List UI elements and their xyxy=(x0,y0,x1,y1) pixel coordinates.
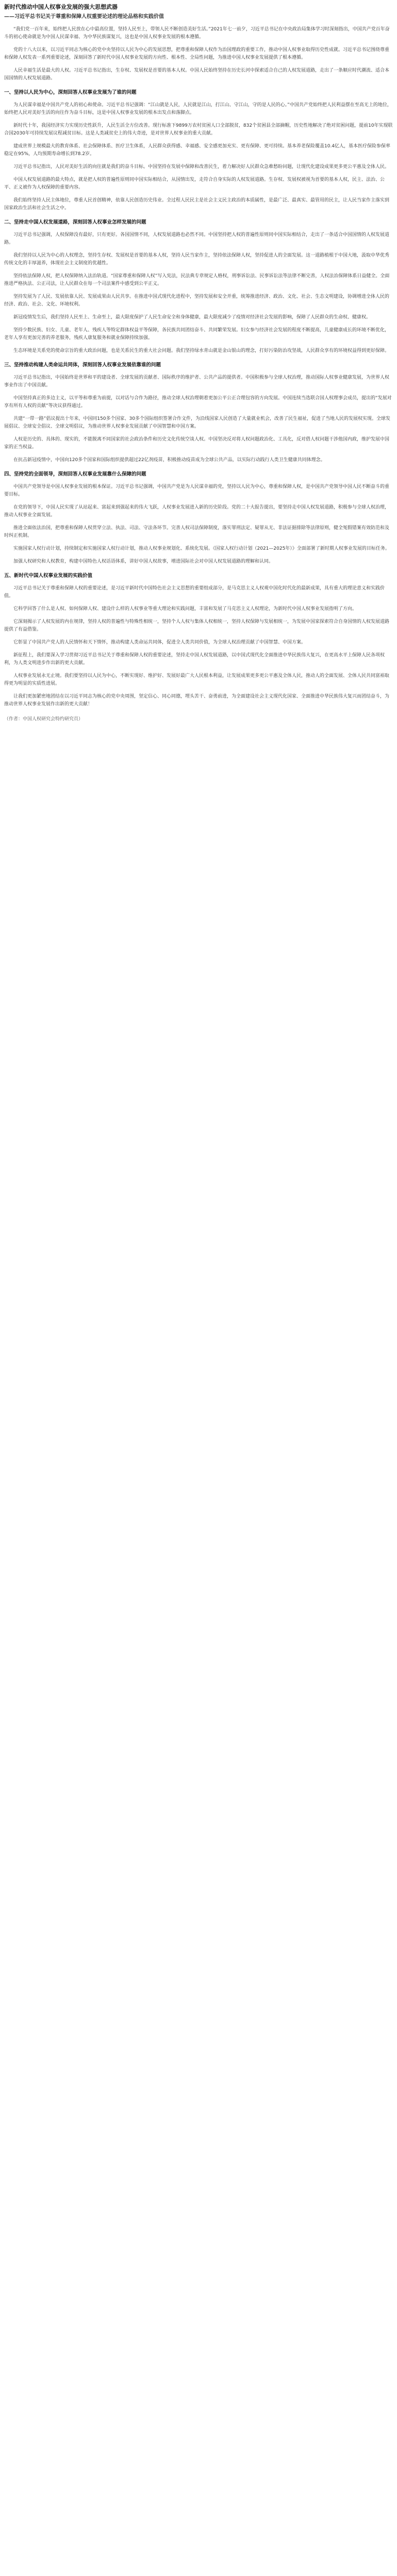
body-paragraph: 人权事业发展永无止境。我们要坚持以人民为中心，不断实现好、维护好、发展好最广大人民根本利益，让发展成果更多更公平惠及全体人民，推动人的全面发展、全体人民共同富裕取得更为明显的实质性进展。 xyxy=(4,673,390,686)
article-body xyxy=(4,26,393,708)
section-heading: 三、坚持推动构建人类命运共同体，深刻回答人权事业发展依靠谁的问题 xyxy=(4,362,161,368)
body-paragraph: 习近平总书记指出，人民对美好生活的向往就是我们的奋斗目标。中国坚持在发展中保障和改善民生，着力解决好人民群众急难愁盼问题，让现代化建设成果更多更公平惠及全体人民。 xyxy=(13,164,390,170)
body-paragraph: 让我们更加紧密地团结在以习近平同志为核心的党中央周围，坚定信心、同心同德，埋头苦干、奋勇前进，为全面建设社会主义现代化国家、全面推进中华民族伟大复兴而团结奋斗，为推动世界人权事业发展作出新的更大贡献！ xyxy=(4,694,390,707)
body-paragraph: 新冠疫情发生后，我们坚持人民至上、生命至上，最大限度保护了人民生命安全和身体健康，最大限度减少了疫情对经济社会发展的影响，保障了人民群众的生命权、健康权。 xyxy=(13,315,371,320)
body-paragraph: 习近平总书记强调，人权保障没有最好，只有更好。各国国情不同，人权发展道路也必然不同。中国坚持把人权的普遍性原则同中国实际相结合，走出了一条适合中国国情的人权发展道路。 xyxy=(4,232,390,245)
body-paragraph: 人民幸福生活是最大的人权。习近平总书记指出，生存权、发展权是首要的基本人权。中国人民始终坚持在历史长河中探索适合自己的人权发展道路，走出了一条顺应时代潮流、适合本国国情的人权发展道路。 xyxy=(4,68,390,81)
body-paragraph: 加强人权研究和人权教育，构建中国特色人权话语体系，讲好中国人权故事，增进国际社会对中国人权发展道路的理解和认同。 xyxy=(13,559,274,564)
body-paragraph: 中国共产党领导是中国人权事业发展的根本保证。习近平总书记强调，中国共产党是为人民谋幸福的党，坚持以人民为中心，尊重和保障人权，是中国共产党领导中国人民不断奋斗的重要目标。 xyxy=(4,484,390,497)
body-paragraph: 中国人权发展道路的最大特点，就是把人权的普遍性原则同中国实际相结合，从国情出发，走符合自身实际的人权发展道路。生存权、发展权被视为首要的基本人权，民主、法治、公平、正义被作为人权保障的重要内容。 xyxy=(4,177,385,190)
body-paragraph: 坚持少数民族、妇女、儿童、老年人、残疾人等特定群体权益平等保障，各民族共同团结奋斗、共同繁荣发展。妇女参与经济社会发展的程度不断提高，儿童健康成长的环境不断优化，老年人享有更加完善的养老服务，残疾人康复服务和就业保障持续加强。 xyxy=(4,328,390,341)
article-footer: （作者：中国人权研究会特约研究员） xyxy=(4,717,84,722)
body-paragraph: 新征程上，我们要深入学习贯彻习近平总书记关于尊重和保障人权的重要论述，坚持走中国人权发展道路，以中国式现代化全面推进中华民族伟大复兴，在更高水平上保障人民各项权利，为人类文明进步作出新的更大贡献。 xyxy=(4,653,385,666)
body-paragraph: 建成世界上规模最大的教育体系、社会保障体系、医疗卫生体系，人民群众获得感、幸福感、安全感更加充实、更有保障、更可持续。基本养老保险覆盖10.4亿人，基本医疗保险参保率稳定在95%，人均预期寿命增长到78.2岁。 xyxy=(4,144,391,157)
body-paragraph: 人权是历史的、具体的、现实的，不能脱离不同国家的社会政治条件和历史文化传统空谈人权。中国坚决反对将人权问题政治化、工具化，反对借人权问题干涉他国内政，维护发展中国家的正当权益。 xyxy=(4,437,390,450)
body-paragraph: 习近平总书记指出，中国始终是世界和平的建设者、全球发展的贡献者、国际秩序的维护者、公共产品的提供者。中国积极参与全球人权治理，推动国际人权事业健康发展，为世界人权事业作出了中国贡献。 xyxy=(4,375,390,388)
body-paragraph: 推进全面依法治国，把尊重和保障人权贯穿立法、执法、司法、守法各环节。完善人权司法保障制度，落实罪刑法定、疑罪从无、非法证据排除等法律原则，健全冤假错案有效防范和及时纠正机制。 xyxy=(4,526,390,538)
body-paragraph: 新时代十年，我国经济实力实现历史性跃升，人民生活全方位改善。现行标准下9899万农村贫困人口全部脱贫，832个贫困县全部摘帽，历史性地解决了绝对贫困问题，提前10年实现联合国2030年可持续发展议程减贫目标。这是人类减贫史上的伟大奇迹，是对世界人权事业的重大贡献。 xyxy=(4,123,393,136)
section-heading: 五、新时代中国人权事业发展的实践价值 xyxy=(4,573,93,579)
body-paragraph: 中国坚持真正的多边主义，以平等和尊重为前提，以对话与合作为路径，推动全球人权治理朝着更加公平公正合理包容的方向发展。中国连续当选联合国人权理事会成员，提出的“发展对享有所有人权的贡献”等决议获得通过。 xyxy=(4,396,392,409)
body-paragraph: 习近平总书记关于尊重和保障人权的重要论述，是习近平新时代中国特色社会主义思想的重要组成部分，是马克思主义人权观中国化时代化的最新成果，具有重大的理论意义和实践价值。 xyxy=(4,586,385,599)
section-heading: 二、坚持走中国人权发展道路，深刻回答人权事业怎样发展的问题 xyxy=(4,219,146,225)
body-paragraph: 坚持依法保障人权，把人权保障纳入法治轨道。“国家尊重和保障人权”写入宪法，民法典专章规定人格权，刑事诉讼法、民事诉讼法等法律不断完善，人权法治保障体系日益健全。全面推进严格执法、公正司法，让人民群众在每一个司法案件中感受到公平正义。 xyxy=(4,274,390,286)
body-paragraph: 它科学回答了什么是人权、如何保障人权、建设什么样的人权事业等重大理论和实践问题，丰富和发展了马克思主义人权理论，为新时代中国人权事业发展指明了方向。 xyxy=(13,606,357,612)
body-paragraph: 为人民谋幸福是中国共产党人的初心和使命。习近平总书记强调：“江山就是人民，人民就是江山，打江山、守江山，守的是人民的心。”中国共产党始终把人民利益摆在至高无上的地位，始终把人民对美好生活的向往作为奋斗目标，这是中国人权事业发展的根本出发点和落脚点。 xyxy=(4,103,392,115)
body-paragraph: 在抗击新冠疫情中，中国向120多个国家和国际组织提供超过22亿剂疫苗，积极推动疫苗成为全球公共产品，以实际行动践行人类卫生健康共同体理念。 xyxy=(13,457,325,463)
section-heading: 四、坚持党的全面领导，深刻回答人权事业发展靠什么保障的问题 xyxy=(4,471,146,477)
body-paragraph: 它彰显了中国共产党人的人民情怀和天下情怀，推动构建人类命运共同体，促进全人类共同价值，为全球人权治理贡献了中国智慧、中国方案。 xyxy=(13,640,306,645)
body-paragraph: 坚持发展为了人民、发展依靠人民、发展成果由人民共享。在推进中国式现代化进程中，坚持发展和安全并重，统筹推进经济、政治、文化、社会、生态文明建设，协调增进全体人民的经济、政治、社会、文化、环境权利。 xyxy=(4,294,390,307)
section-heading: 一、坚持以人民为中心，深刻回答人权事业发展为了谁的问题 xyxy=(4,90,137,95)
body-paragraph: “我们党一百年来，始终把人民放在心中最高位置，坚持人民至上，带领人民不断创造美好生活。”2021年七一前夕，习近平总书记在中央政治局集体学习时深刻指出，中国共产党百年奋斗的初心使命就是为中国人民谋幸福、为中华民族谋复兴，这也是中国人权事业发展的根本遵循。 xyxy=(4,27,390,40)
body-paragraph: 我们坚持以人民为中心的人权理念，坚持生存权、发展权是首要的基本人权，坚持人民当家作主，坚持依法保障人权，坚持促进人的全面发展。这一道路植根于中国大地，汲取中华优秀传统文化的丰厚滋养，体现社会主义制度的优越性。 xyxy=(4,253,390,266)
body-paragraph: 生态环境是关系党的使命宗旨的重大政治问题，也是关系民生的重大社会问题。我们坚持绿水青山就是金山银山的理念，打好污染防治攻坚战，人民群众享有的环境权益得到更好保障。 xyxy=(13,348,390,353)
body-paragraph: 我们始终坚持人民主体地位，尊重人民首创精神，依靠人民创造历史伟业。全过程人民民主是社会主义民主政治的本质属性，是最广泛、最真实、最管用的民主，让人民当家作主落实到国家政治生活和社会生活之中。 xyxy=(4,198,390,211)
body-paragraph: 实施国家人权行动计划，持续制定和实施国家人权行动计划，推动人权事业规划化、系统化发展。《国家人权行动计划（2021—2025年）》全面部署了新时期人权事业发展的目标任务。 xyxy=(13,546,390,551)
body-paragraph: 共建“一带一路”倡议提出十年来，中国同150多个国家、30多个国际组织签署合作文件，为沿线国家人民创造了大量就业机会，改善了民生福祉，促进了当地人民的发展权实现。全球发展倡议、全球安全倡议、全球文明倡议，为推动世界人权事业发展贡献了中国智慧和中国方案。 xyxy=(4,416,390,429)
body-paragraph: 它深刻揭示了人权发展的内在规律，坚持人权的普遍性与特殊性相统一，坚持个人人权与集体人权相统一，坚持人权保障与发展相统一，为发展中国家探索符合自身国情的人权发展道路提供了有益借鉴。 xyxy=(4,619,390,632)
article-subtitle: ——习近平总书记关于尊重和保障人权重要论述的理论品格和实践价值 xyxy=(4,14,164,20)
body-paragraph: 在党的领导下，中国人民实现了从站起来、富起来到强起来的伟大飞跃，人权事业发展进入新的历史阶段。党的二十大报告提出，要坚持走中国人权发展道路，积极参与全球人权治理，推动人权事业全面发展。 xyxy=(4,505,390,518)
body-paragraph: 党的十八大以来，以习近平同志为核心的党中央坚持以人民为中心的发展思想，把尊重和保障人权作为治国理政的重要工作，推动中国人权事业取得历史性成就。习近平总书记围绕尊重和保障人权发表一系列重要论述，深刻回答了新时代中国人权事业发展的方向性、根本性、全局性问题，为推进中国人权事业发展提供了根本遵循。 xyxy=(4,47,390,60)
article-page xyxy=(0,0,397,723)
article-title: 新时代推动中国人权事业发展的强大思想武器 xyxy=(4,4,118,10)
